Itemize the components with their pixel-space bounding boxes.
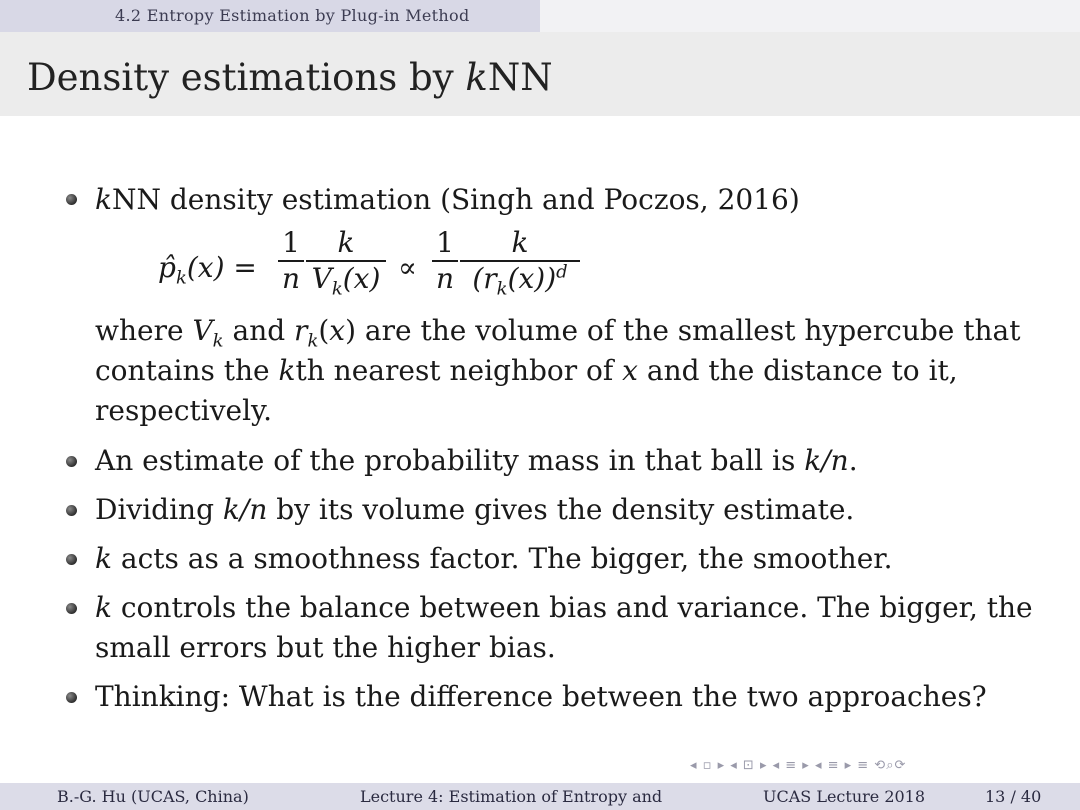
bullet-dot	[66, 505, 77, 516]
footer-page-number: 13 / 40	[985, 787, 1042, 806]
bullet-bias-variance-line-2: small errors but the higher bias.	[95, 631, 556, 664]
formula-lhs: $p̂_k(x)$ =	[158, 251, 257, 289]
footer-author: B.-G. Hu (UCAS, China)	[57, 787, 249, 806]
where-line-1: where $V_k$ and $r_k(x)$ are the volume of the smallest hypercube that	[95, 314, 1021, 352]
bullet-knn-estimation: kNN density estimation (Singh and Poczos, 2016)	[95, 183, 800, 216]
bullet-dot	[66, 194, 77, 205]
where-line-2: contains the kth nearest neighbor of x and the distance to it,	[95, 354, 958, 387]
footer-course: UCAS Lecture 2018	[763, 787, 926, 806]
bullet-dot	[66, 692, 77, 703]
formula-fraction-3: 1 n	[432, 226, 458, 296]
bullet-dividing-volume: Dividing k/n by its volume gives the density estimate.	[95, 493, 855, 526]
bullet-thinking: Thinking: What is the difference between the two approaches?	[95, 680, 987, 713]
bullet-dot	[66, 456, 77, 467]
formula-fraction-2: k $V_k(x)$	[306, 226, 386, 296]
slide-title: Density estimations by kNN	[27, 56, 553, 99]
bullet-probability-mass: An estimate of the probability mass in that ball is k/n.	[95, 444, 858, 477]
formula-fraction-4: k $(r_k(x))^d$	[460, 226, 580, 296]
footer-lecture: Lecture 4: Estimation of Entropy and	[360, 787, 663, 806]
where-line-3: respectively.	[95, 394, 273, 427]
section-title: 4.2 Entropy Estimation by Plug-in Method	[115, 6, 470, 25]
bullet-bias-variance-line-1: k controls the balance between bias and variance. The bigger, the	[95, 591, 1033, 624]
beamer-navigation-icons[interactable]: ◂ ▫ ▸ ◂ ⊡ ▸ ◂ ≡ ▸ ◂ ≡ ▸ ≡ ⟲⌕⟳	[690, 758, 907, 773]
formula-proportional: ∝	[398, 251, 417, 284]
bullet-dot	[66, 603, 77, 614]
formula-fraction-1: 1 n	[278, 226, 304, 296]
bullet-dot	[66, 554, 77, 565]
footer-bar	[0, 783, 1080, 810]
bullet-smoothness: k acts as a smoothness factor. The bigger, the smoother.	[95, 542, 893, 575]
